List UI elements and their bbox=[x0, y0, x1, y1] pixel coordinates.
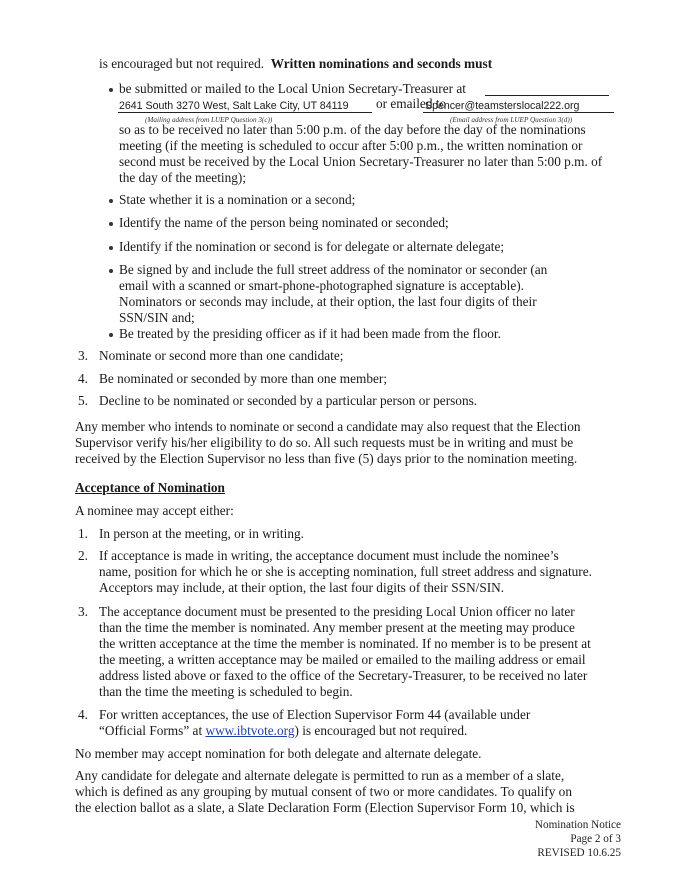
intro-plain: is encouraged but not required. bbox=[99, 56, 265, 71]
numbered-item-text: Decline to be nominated or seconded by a particular person or persons. bbox=[99, 393, 478, 408]
bullet-submit-text: meeting (if the meeting is scheduled to occur after 5:00 p.m., the written nomination or bbox=[119, 138, 583, 153]
bullet-identify-delegate: Identify if the nomination or second is for delegate or alternate delegate; bbox=[119, 239, 505, 254]
item-number: 1. bbox=[78, 526, 88, 541]
intro-bold: Written nominations and seconds must bbox=[270, 56, 493, 71]
acceptance-item-text: In person at the meeting, or in writing. bbox=[99, 526, 304, 541]
bullet-signed: Be signed by and include the full street address of the nominator or seconder (an bbox=[119, 262, 548, 277]
footer-title: Nomination Notice bbox=[534, 819, 621, 831]
item-number: 4. bbox=[78, 371, 88, 386]
acceptance-item-text bbox=[99, 723, 467, 739]
bullet-submit-text: the day of the meeting); bbox=[119, 170, 247, 185]
acceptance-item-text: For written acceptances, the use of Election Supervisor Form 44 (available under bbox=[99, 707, 531, 722]
slate-paragraph: the election ballot as a slate, a Slate Declaration Form (Election Supervisor Form 10, which is bbox=[75, 800, 575, 815]
acceptance-item-text: Acceptors may include, at their option, the last four digits of their SSN/SIN. bbox=[99, 580, 505, 595]
bullet-signed: SSN/SIN and; bbox=[119, 310, 195, 325]
intro-line bbox=[99, 56, 492, 72]
bullet-signed: Nominators or seconds may include, at their option, the last four digits of their bbox=[119, 294, 537, 309]
mailing-address-field: 2641 South 3270 West, Salt Lake City, UT 84119 bbox=[119, 100, 349, 112]
bullet-identify-name: Identify the name of the person being nominated or seconded; bbox=[119, 215, 449, 230]
acceptance-item-text: If acceptance is made in writing, the acceptance document must include the nominee’s bbox=[99, 548, 559, 563]
item-number: 3. bbox=[78, 348, 88, 363]
slate-paragraph: Any candidate for delegate and alternate delegate is permitted to run as a member of a slate, bbox=[75, 768, 565, 783]
emailed-to-label: or emailed to bbox=[376, 96, 447, 111]
bullet-icon bbox=[109, 333, 113, 337]
numbered-item-text: Nominate or second more than one candidate; bbox=[99, 348, 344, 363]
eligibility-paragraph: Any member who intends to nominate or second a candidate may also request that the Election bbox=[75, 419, 581, 434]
acceptance-item-text: The acceptance document must be presented to the presiding Local Union officer no later bbox=[99, 604, 575, 619]
eligibility-paragraph: Supervisor verify his/her eligibility to do so. All such requests must be in writing and must be bbox=[75, 435, 574, 450]
bullet-icon bbox=[109, 199, 113, 203]
encouraged-text: ) is encouraged but not required. bbox=[294, 723, 468, 738]
item-number: 2. bbox=[78, 548, 88, 563]
no-both-paragraph: No member may accept nomination for both delegate and alternate delegate. bbox=[75, 746, 482, 761]
bullet-icon bbox=[109, 222, 113, 226]
acceptance-intro: A nominee may accept either: bbox=[75, 503, 234, 518]
email-caption: (Email address from LUEP Question 3(d)) bbox=[450, 116, 573, 124]
blank-line bbox=[485, 95, 609, 96]
slate-paragraph: which is defined as any grouping by mutual consent of two or more candidates. To qualify on bbox=[75, 784, 572, 799]
acceptance-item-text: the meeting, a written acceptance may be mailed or emailed to the mailing address or email bbox=[99, 652, 586, 667]
item-number: 4. bbox=[78, 707, 88, 722]
acceptance-item-text: name, position for which he or she is accepting nomination, full street address and signature. bbox=[99, 564, 592, 579]
bullet-icon bbox=[109, 246, 113, 250]
numbered-item-text: Be nominated or seconded by more than one member; bbox=[99, 371, 388, 386]
footer-revised: REVISED 10.6.25 bbox=[537, 847, 621, 859]
bullet-signed: email with a scanned or smart-phone-photographed signature is acceptable). bbox=[119, 278, 525, 293]
eligibility-paragraph: received by the Election Supervisor no less than five (5) days prior to the nomination meeting. bbox=[75, 451, 578, 466]
section-heading-acceptance: Acceptance of Nomination bbox=[75, 480, 225, 495]
email-address-field: Spencer@teamsterslocal222.org bbox=[425, 100, 580, 112]
item-number: 3. bbox=[78, 604, 88, 619]
page-footer bbox=[481, 818, 621, 860]
footer-page-number: Page 2 of 3 bbox=[570, 833, 621, 845]
ibtvote-link[interactable]: www.ibtvote.org bbox=[205, 723, 295, 738]
bullet-treated: Be treated by the presiding officer as if it had been made from the floor. bbox=[119, 326, 501, 341]
bullet-icon bbox=[109, 88, 113, 92]
official-forms-text: “Official Forms” at bbox=[99, 723, 206, 738]
acceptance-item-text: address listed above or faxed to the office of the Secretary-Treasurer, to be received no later bbox=[99, 668, 588, 683]
bullet-state-whether: State whether it is a nomination or a second; bbox=[119, 192, 356, 207]
mailing-caption: (Mailing address from LUEP Question 3(c)) bbox=[145, 116, 273, 124]
bullet-submit-text: second must be received by the Local Union Secretary-Treasurer no later than 5:00 p.m. of bbox=[119, 154, 603, 169]
item-number: 5. bbox=[78, 393, 88, 408]
acceptance-item-text: the written acceptance at the time the member is nominated. If no member is to be present at bbox=[99, 636, 591, 651]
acceptance-item-text: than the time the meeting is scheduled to begin. bbox=[99, 684, 353, 699]
bullet-submit-line1: be submitted or mailed to the Local Union Secretary-Treasurer at bbox=[119, 81, 466, 96]
bullet-icon bbox=[109, 269, 113, 273]
bullet-submit-text: so as to be received no later than 5:00 p.m. of the day before the day of the nominations bbox=[119, 122, 586, 137]
acceptance-item-text: than the time the member is nominated. Any member present at the meeting may produce bbox=[99, 620, 575, 635]
